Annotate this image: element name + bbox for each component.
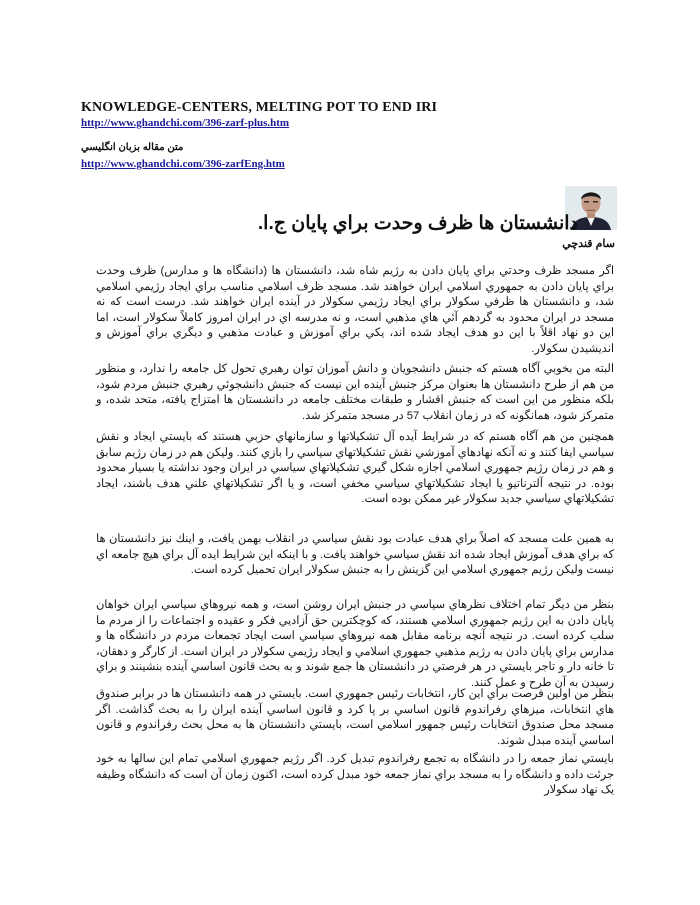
author-name: سام قندچي	[562, 238, 615, 250]
english-version-label: متن مقاله بزبان انگليسي	[81, 142, 184, 153]
paragraph: بنظر من ديگر تمام اختلاف نظرهاي سياسي در جنبش ايران روشن است، و همه نيروهاي سياسي ايران خواهان پايان دادن به اين رژيم جمهوري اسلامي هستند، كه كوچكترين حق آزاديي فكر و عقيده و اجتماعات را از مردم ما سلب كرده است. در نتيجه آنچه برنامه مقابل همه نيروهاي سياسي است ايجاد تجمعات مردم در دانشگاه ها و مدارس براي پايان دادن به رژيم مذهبي جمهوري اسلامي و ايجاد رژيمي سكولار در ايران است. از كارگر و دهقان، تا خانه دار و تاجر بايستي در هر فرصتي در دانشستان ها جمع شوند و به بحث قانون اساسي آينده بنشينند و براي رسيدن به آن طرح و عمل كنند.	[96, 599, 614, 689]
link-english-version[interactable]: http://www.ghandchi.com/396-zarfEng.htm	[81, 158, 285, 170]
link-zarf-plus[interactable]: http://www.ghandchi.com/396-zarf-plus.htm	[81, 117, 290, 129]
paragraph: اگر مسجد ظرف وحدتي براي پايان دادن به رژيم شاه شد، دانشستان ها (دانشگاه ها و مدارس) ظرف وحدت براي پايان دادن به جمهوري اسلامي ايران خواهند شد. مسجد ظرف اسلامي مناسب براي ايجاد رژيمي اسلامي شد، و دانشستان ها ظرفي سكولار براي ايجاد رژيمي سكولار در آينده ايران خواهند شد. درست است كه نه مسجد در ايران محدود به گردهم آئي هاي مذهبي است، و نه مدرسه اي در ايران امروز كاملاً سكولار است، اما اين دو نهاد اقلاً با اين دو هدف ايجاد شده اند، يكي براي آموزش و عبادت مذهبي و ديگري براي آموزش و انديشيدن سكولار.	[96, 265, 614, 355]
paragraph: البته من بخوبي آگاه هستم كه جنبش دانشجويان و دانش آموزان توان رهبري تحول كل جامعه را ندارد، و منظور من هم از طرح دانشستان ها بعنوان مركز جنبش آينده اين نيست كه جنبش دانشجوئي رهبري جنبش مردم شود، بلكه منظور من اين است كه جنبش اقشار و طبقات مختلف جامعه در دانشستان ها امتزاج يافته، متحد شده، و متمركز شود، همانگونه كه در زمان انقلاب 57 در مسجد متمركز شد.	[96, 363, 614, 422]
paragraph: همچنين من هم آگاه هستم كه در شرايط آيده آل تشكيلاتها و سازمانهاي حزبي هستند كه بايستي ايجاد و نقش سياسي ايفا كنند و نه آنكه نهادهاي آموزشي نقش تشكيلاتهاي سياسي را بازي كنند. وليكن هم در زمان رژيم سابق و هم در زمان رژيم جمهوري اسلامي اجازه شكل گيري تشكيلاتهاي سياسي در ايران وجود نداشته يا بسيار محدود بوده. در نتيجه آلترناتيو يا ايجاد تشكيلاتهاي سياسي مخفي است، و يا اگر تشكيلاتهاي علني هدف باشند، ايجاد تشكيلاتهاي سياسي جديد سكولار غير ممكن بوده است.	[96, 431, 614, 506]
article-title: دانشستان ها ظرف وحدت براي پايان ج.ا.	[257, 213, 578, 234]
paragraph: بنظر من اولين فرصت براي اين كار، انتخابات رئيس جمهوري است. بايستي در همه دانشستان ها در برابر صندوق هاي انتخابات، ميزهاي رفراندوم قانون اساسي بر پا كرد و قانون اساسي آينده ايران را به بحث گذاشت. اگر مسجد محل صندوق انتخابات رئيس جمهور اسلامي است، بايستي دانشستان ها به محل بحث رفراندوم و قانون اساسي آينده مبدل شوند.	[96, 688, 614, 747]
english-title: KNOWLEDGE-CENTERS, MELTING POT TO END IRI	[81, 100, 437, 115]
paragraph: به همين علت مسجد كه اصلاً براي هدف عبادت بود نقش سياسي در انقلاب بهمن يافت، و اينك نيز دانشستان ها كه براي هدف آموزش ايجاد شده اند نقش سياسي خواهند يافت. و با اينكه اين شرايط ايده آل براي هيچ جامعه اي نيست وليكن رژيم جمهوري اسلامي اين گزينش را به جنبش سكولار ايران تحميل كرده است.	[96, 533, 614, 577]
paragraph: بايستي نماز جمعه را در دانشگاه به تجمع رفراندوم تبديل كرد. اگر رژيم جمهوري اسلامي تمام اين سالها به خود جرئت داده و دانشگاه را به مسجد براي نماز جمعه خود مبدل كرده است، اكنون زمان آن است كه دانشگاه وظيفه يک نهاد سكولار	[96, 753, 614, 797]
